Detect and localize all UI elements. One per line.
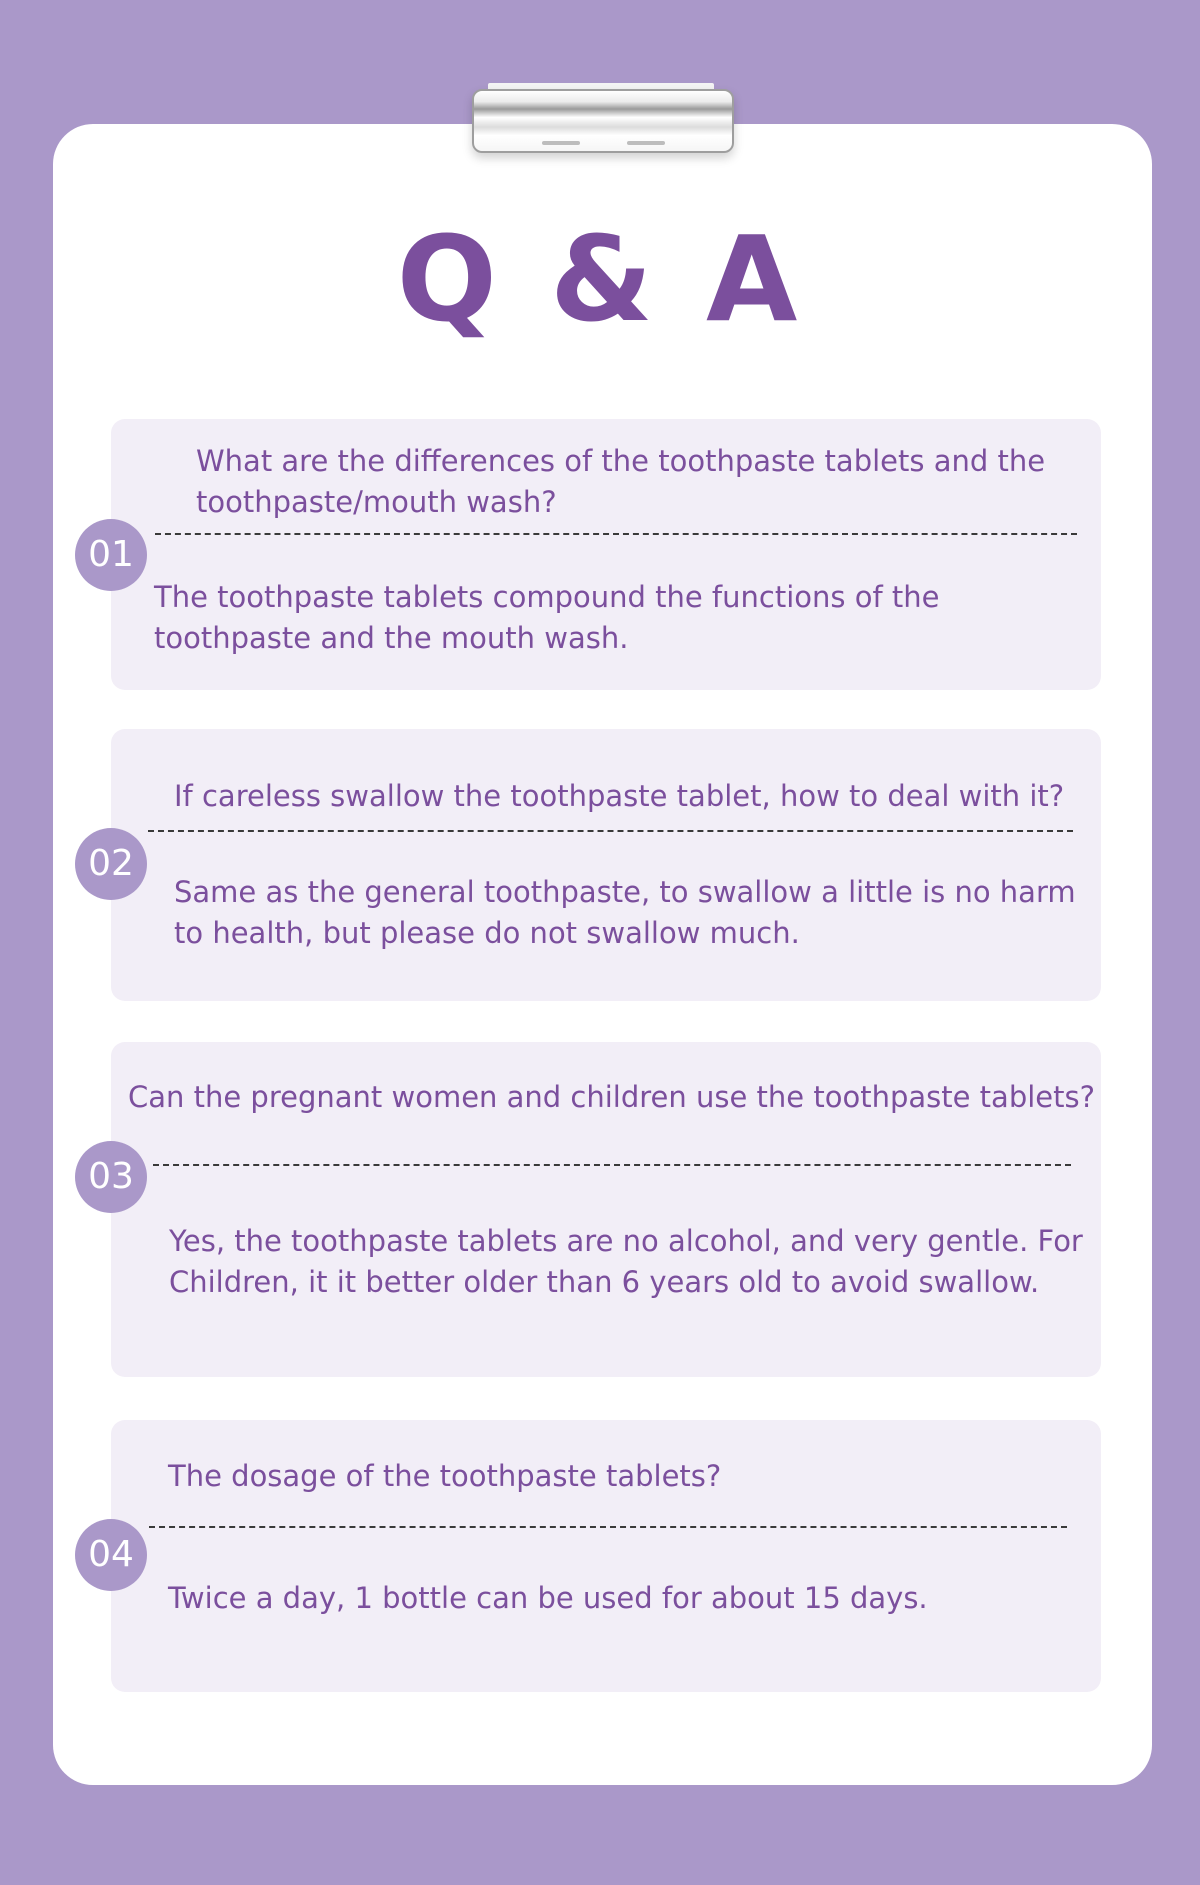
dashed-divider: [155, 533, 1077, 535]
dashed-divider: [153, 1164, 1071, 1166]
qa-item-01: [111, 419, 1101, 690]
question-number-badge: 01: [75, 519, 147, 591]
question-text: If careless swallow the toothpaste tablet, how to deal with it?: [174, 779, 1065, 813]
qa-item-04: [111, 1420, 1101, 1692]
question-number-badge: 02: [75, 828, 147, 900]
qa-item-03: [111, 1042, 1101, 1377]
dashed-divider: [149, 1526, 1067, 1528]
dashed-divider: [148, 830, 1073, 832]
question-text: What are the differences of the toothpaste tablets and the toothpaste/mouth wash?: [196, 444, 1046, 519]
qa-item-02: [111, 729, 1101, 1001]
question-text: The dosage of the toothpaste tablets?: [168, 1459, 722, 1493]
question-number-badge: 04: [75, 1519, 147, 1591]
page-title: Q & A: [396, 210, 804, 348]
answer-text: Twice a day, 1 bottle can be used for about 15 days.: [168, 1581, 928, 1615]
clipboard-clip-icon: [472, 83, 734, 155]
answer-text: Same as the general toothpaste, to swallow a little is no harm to health, but please do not swallow much.: [174, 875, 1076, 950]
question-text: Can the pregnant women and children use the toothpaste tablets?: [128, 1080, 1095, 1114]
answer-text: Yes, the toothpaste tablets are no alcohol, and very gentle. For Children, it it better older than 6 years old to avoid swallow.: [169, 1224, 1083, 1299]
question-number-badge: 03: [75, 1141, 147, 1213]
answer-text: The toothpaste tablets compound the functions of the toothpaste and the mouth wash.: [154, 580, 940, 655]
